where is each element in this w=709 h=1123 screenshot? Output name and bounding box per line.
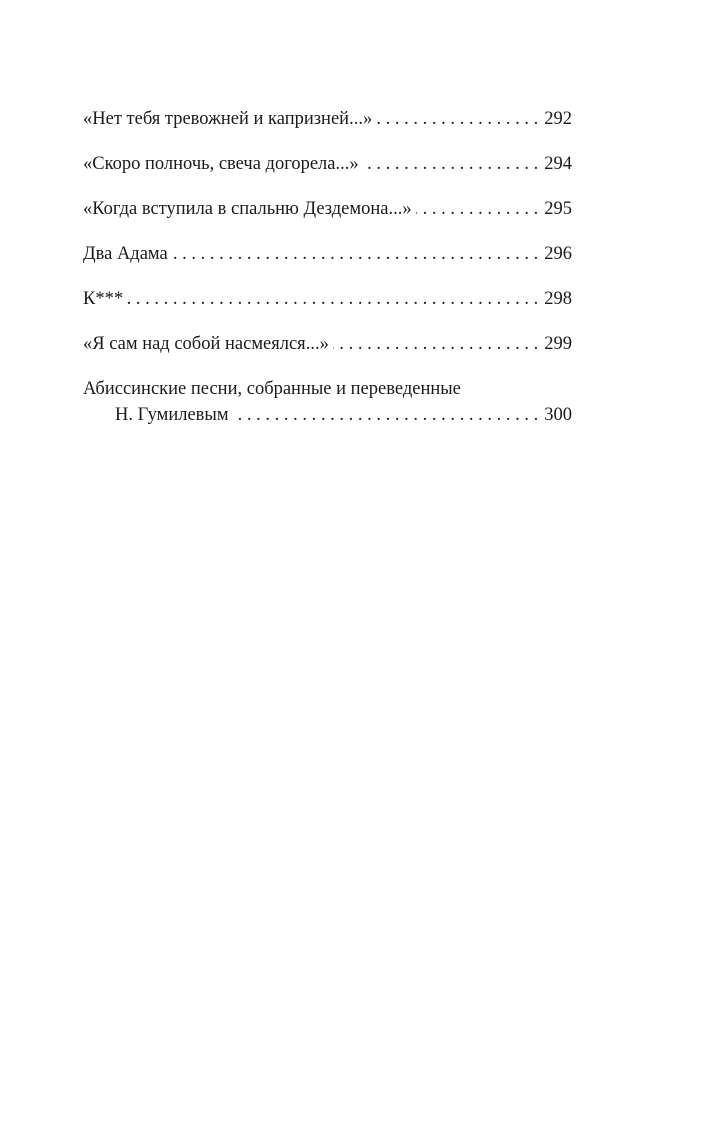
toc-entry[interactable] <box>83 106 572 132</box>
dot-leader <box>233 402 539 428</box>
toc-line <box>83 241 572 267</box>
dot-leader <box>172 241 539 267</box>
toc-line <box>83 151 572 177</box>
toc-entry-page: 296 <box>544 244 572 264</box>
toc-entry[interactable] <box>83 376 572 428</box>
toc-entry-title: Абиссинские песни, собранные и переведенные <box>83 379 461 399</box>
toc-entry-page: 300 <box>544 405 572 425</box>
toc-entry-title: Два Адама <box>83 244 168 264</box>
toc-entry-title: «Я сам над собой насмеялся...» <box>83 334 329 354</box>
table-of-contents <box>83 106 572 447</box>
dot-leader <box>376 106 538 132</box>
toc-line <box>83 402 572 428</box>
dot-leader <box>416 196 539 222</box>
toc-entry-page: 298 <box>544 289 572 309</box>
toc-line <box>83 106 572 132</box>
toc-line <box>83 331 572 357</box>
toc-entry[interactable] <box>83 241 572 267</box>
toc-entry-title: «Когда вступила в спальню Дездемона...» <box>83 199 412 219</box>
toc-line <box>83 286 572 312</box>
toc-entry-title: «Нет тебя тревожней и капризней...» <box>83 109 373 129</box>
toc-entry-title: «Скоро полночь, свеча догорела...» <box>83 154 359 174</box>
toc-entry-page: 292 <box>544 109 572 129</box>
toc-entry-title-continuation: Н. Гумилевым <box>115 405 229 425</box>
toc-entry-page: 295 <box>544 199 572 219</box>
dot-leader <box>127 286 538 312</box>
toc-entry[interactable] <box>83 331 572 357</box>
dot-leader <box>363 151 539 177</box>
toc-entry-title: К*** <box>83 289 124 309</box>
toc-entry[interactable] <box>83 151 572 177</box>
toc-entry-page: 294 <box>544 154 572 174</box>
toc-entry[interactable] <box>83 196 572 222</box>
toc-entry-page: 299 <box>544 334 572 354</box>
toc-line <box>83 196 572 222</box>
toc-entry[interactable] <box>83 286 572 312</box>
dot-leader <box>333 331 538 357</box>
